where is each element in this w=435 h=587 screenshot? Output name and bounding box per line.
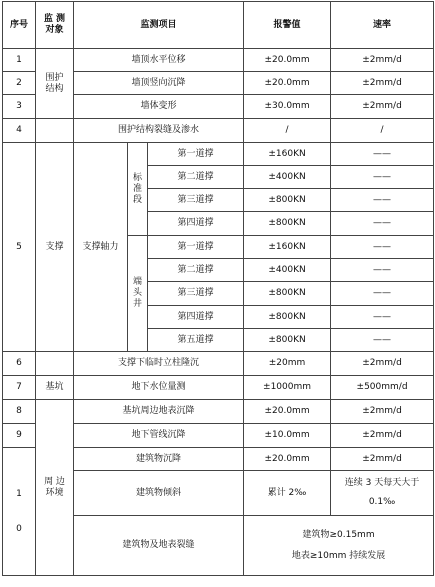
row-index: 4 [3, 119, 36, 143]
strut-name: 第三道撑 [148, 282, 244, 306]
table-row [3, 143, 434, 166]
alarm-cell [244, 516, 434, 576]
alarm-cell: / [244, 119, 331, 143]
rate-cell: / [331, 119, 434, 143]
rate-line1: 连续 3 天每天大于 [344, 478, 420, 488]
table-row [3, 376, 434, 400]
item-cell: 支撑下临时立柱隆沉 [74, 352, 244, 376]
section-standard-char: 标 [132, 172, 142, 183]
alarm-cell: 累计 2‰ [244, 471, 331, 516]
row-index [3, 448, 36, 576]
row-index-spacer [3, 500, 35, 524]
alarm-cell: ±800KN [244, 329, 331, 352]
strut-name: 第二道撑 [148, 166, 244, 189]
row-index: 3 [3, 95, 36, 119]
row-index: 1 [3, 49, 36, 72]
rate-cell: ±2mm/d [331, 400, 434, 424]
alarm-cell: ±20.0mm [244, 448, 331, 471]
alarm-cell: ±400KN [244, 259, 331, 282]
item-cell: 建筑物倾斜 [74, 471, 244, 516]
row-index-part: 0 [16, 523, 22, 534]
alarm-cell: ±160KN [244, 236, 331, 259]
alarm-cell: ±10.0mm [244, 424, 331, 448]
alarm-cell: ±1000mm [244, 376, 331, 400]
header-object [36, 2, 74, 49]
alarm-cell: ±30.0mm [244, 95, 331, 119]
rate-cell: —— [331, 236, 434, 259]
strut-name: 第二道撑 [148, 259, 244, 282]
rate-cell: ±500mm/d [331, 376, 434, 400]
rate-cell: ±2mm/d [331, 448, 434, 471]
rate-cell: ±2mm/d [331, 49, 434, 72]
row-index: 9 [3, 424, 36, 448]
alarm-cell: ±800KN [244, 189, 331, 212]
object-foundation-pit: 基坑 [36, 376, 74, 400]
rate-cell: —— [331, 282, 434, 306]
section-end-well-char: 头 [132, 288, 142, 298]
header-item: 监测项目 [74, 2, 244, 49]
strut-name: 第一道撑 [148, 236, 244, 259]
alarm-line1: 建筑物≥0.15mm [302, 529, 375, 540]
alarm-cell: ±20.0mm [244, 49, 331, 72]
item-cell: 地下水位量测 [74, 376, 244, 400]
table-row [3, 400, 434, 424]
table-row [3, 352, 434, 376]
object-surroundings-line2: 环境 [45, 487, 64, 498]
rate-cell: —— [331, 329, 434, 352]
header-index: 序号 [3, 2, 36, 49]
rate-cell: —— [331, 259, 434, 282]
rate-cell: —— [331, 143, 434, 166]
section-end-well-char: 端 [132, 277, 142, 287]
object-support: 支撑 [36, 143, 74, 352]
monitoring-alarm-table [2, 1, 434, 576]
alarm-cell: ±160KN [244, 143, 331, 166]
item-cell: 墙顶水平位移 [74, 49, 244, 72]
alarm-cell: ±800KN [244, 212, 331, 236]
alarm-line2: 地表≥10mm 持续发展 [291, 550, 386, 561]
item-cell: 基坑周边地表沉降 [74, 400, 244, 424]
alarm-cell: ±20.0mm [244, 400, 331, 424]
strut-name: 第一道撑 [148, 143, 244, 166]
rate-cell: ±2mm/d [331, 352, 434, 376]
item-cell: 围护结构裂缝及渗水 [74, 119, 244, 143]
item-cell: 墙顶竖向沉降 [74, 72, 244, 95]
object-empty [36, 119, 74, 143]
object-empty [36, 352, 74, 376]
row-index: 6 [3, 352, 36, 376]
alarm-cell: ±20.0mm [244, 72, 331, 95]
alarm-cell: ±800KN [244, 282, 331, 306]
alarm-cell: ±400KN [244, 166, 331, 189]
item-support-axial-force: 支撑轴力 [74, 143, 128, 352]
alarm-cell: ±20mm [244, 352, 331, 376]
rate-cell: —— [331, 189, 434, 212]
rate-cell: —— [331, 212, 434, 236]
section-standard-label [128, 143, 148, 236]
rate-cell: ±2mm/d [331, 95, 434, 119]
strut-name: 第三道撑 [148, 189, 244, 212]
item-cell: 墙体变形 [74, 95, 244, 119]
object-enclosure [36, 49, 74, 119]
row-index: 8 [3, 400, 36, 424]
header-object-line2: 对象 [45, 25, 64, 35]
object-surroundings [36, 400, 74, 576]
object-enclosure-line1: 围护 [45, 72, 64, 83]
section-end-well-label [128, 236, 148, 352]
rate-cell: —— [331, 306, 434, 329]
object-enclosure-line2: 结构 [45, 83, 64, 94]
strut-name: 第四道撑 [148, 306, 244, 329]
rate-line2: 0.1‰ [368, 497, 396, 507]
rate-cell: ±2mm/d [331, 72, 434, 95]
table-row [3, 119, 434, 143]
strut-name: 第四道撑 [148, 212, 244, 236]
item-cell: 建筑物及地表裂缝 [74, 516, 244, 576]
alarm-cell: ±800KN [244, 306, 331, 329]
header-object-line1: 监 测 [43, 14, 66, 24]
section-standard-char: 段 [132, 194, 142, 205]
row-index: 2 [3, 72, 36, 95]
header-alarm: 报警值 [244, 2, 331, 49]
table-row [3, 49, 434, 72]
row-index: 5 [3, 143, 36, 352]
header-rate: 速率 [331, 2, 434, 49]
item-cell: 地下管线沉降 [74, 424, 244, 448]
item-cell: 建筑物沉降 [74, 448, 244, 471]
object-surroundings-line1: 周 边 [44, 476, 65, 487]
section-standard-char: 准 [132, 183, 142, 194]
row-index: 7 [3, 376, 36, 400]
rate-cell [331, 471, 434, 516]
strut-name: 第五道撑 [148, 329, 244, 352]
header-row [3, 2, 434, 49]
rate-cell: —— [331, 166, 434, 189]
row-index-part: 1 [16, 488, 22, 499]
rate-cell: ±2mm/d [331, 424, 434, 448]
section-end-well-char: 井 [132, 299, 142, 309]
